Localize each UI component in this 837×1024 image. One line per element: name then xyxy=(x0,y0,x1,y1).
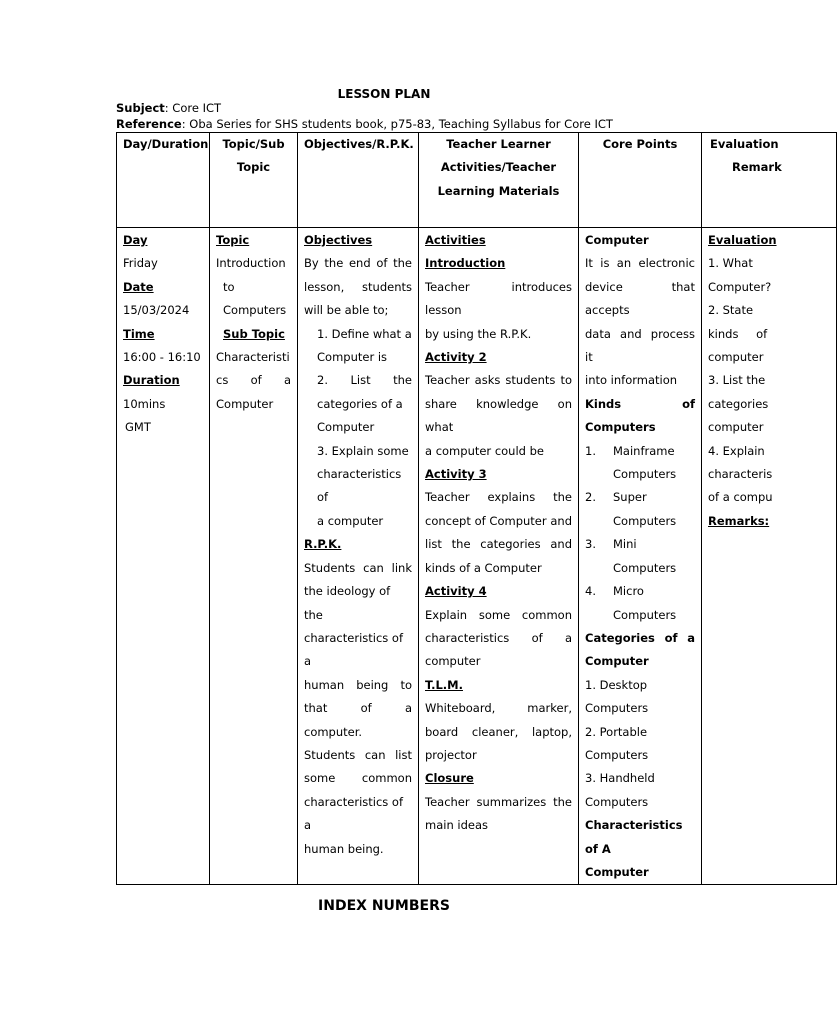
header-day-duration: Day/Duration xyxy=(117,133,210,228)
list-item: 4. Micro xyxy=(585,584,644,599)
subject-line xyxy=(116,101,221,115)
rpk-text: human being. xyxy=(304,841,384,856)
sub-topic-text: cs of a xyxy=(216,373,291,388)
duration-value: 10mins xyxy=(123,396,166,411)
activity-text: Teacher explains the xyxy=(425,490,572,505)
categories-heading: Categories of a xyxy=(585,630,695,645)
day-duration-cell xyxy=(117,228,210,885)
rpk-label: R.P.K. xyxy=(304,537,342,552)
activities-cell xyxy=(419,228,579,885)
objective-item: categories of a xyxy=(317,396,403,411)
date-label: Date xyxy=(123,279,154,294)
activities-label: Activities xyxy=(425,233,486,247)
evaluation-item: kinds of xyxy=(708,326,768,341)
objective-item: Computer is xyxy=(317,350,388,365)
objective-item: Computer xyxy=(317,420,375,435)
subject-value: : Core ICT xyxy=(164,101,222,115)
characteristics-heading: Characteristics of A xyxy=(585,818,683,856)
list-item: Computers xyxy=(613,467,677,482)
activity-text: characteristics of a xyxy=(425,630,572,645)
tlm-label: T.L.M. xyxy=(425,677,463,692)
introduction-label: Introduction xyxy=(425,256,506,271)
topic-label: Topic xyxy=(216,233,250,247)
rpk-text: the ideology of the xyxy=(304,584,391,622)
rpk-text: that of a xyxy=(304,701,412,716)
evaluation-item: of a compu xyxy=(708,490,773,505)
objectives-text: will be able to; xyxy=(304,303,389,318)
category-item: Computers xyxy=(585,794,649,809)
activity-4-label: Activity 4 xyxy=(425,584,487,599)
topic-cell xyxy=(210,228,298,885)
sub-topic-text: Characteristi xyxy=(216,350,290,365)
list-item: Computers xyxy=(613,560,677,575)
evaluation-item: Computer? xyxy=(708,279,772,294)
objectives-text: By the end of the xyxy=(304,256,412,271)
rpk-text: computer. xyxy=(304,724,363,739)
day-value: Friday xyxy=(123,256,158,271)
activity-text: concept of Computer and xyxy=(425,513,572,528)
core-text: into information xyxy=(585,373,678,388)
core-text: device that accepts xyxy=(585,279,695,318)
evaluation-item: categories xyxy=(708,396,769,411)
kinds-heading: Kinds of xyxy=(585,396,695,411)
timezone-value: GMT xyxy=(125,420,151,435)
category-item: 2. Portable xyxy=(585,724,648,739)
table-row xyxy=(117,228,837,885)
objective-item: a computer xyxy=(317,513,384,528)
rpk-text: characteristics of a xyxy=(304,630,404,669)
tlm-text: Whiteboard, marker, xyxy=(425,701,572,716)
list-item: 2. Super xyxy=(585,490,647,505)
activity-3-label: Activity 3 xyxy=(425,467,487,482)
activity-text: Teacher asks students to xyxy=(425,373,572,388)
activity-2-label: Activity 2 xyxy=(425,350,487,365)
table-header-row xyxy=(117,133,837,228)
header-topic: Topic/Sub Topic xyxy=(210,133,298,228)
characteristics-heading: Computer xyxy=(585,864,649,879)
evaluation-item: 1. What xyxy=(708,256,753,271)
activity-text: by using the R.P.K. xyxy=(425,326,532,341)
subject-label: Subject xyxy=(116,101,165,115)
time-value: 16:00 - 16:10 xyxy=(123,350,201,365)
topic-text: Computers xyxy=(223,303,287,318)
category-item: 1. Desktop xyxy=(585,677,648,692)
objective-item: 2. List the xyxy=(317,373,412,388)
kinds-list xyxy=(585,440,695,627)
kinds-heading: Computers xyxy=(585,420,656,435)
rpk-text: Students can link xyxy=(304,560,412,575)
objectives-text: lesson, students xyxy=(304,279,412,294)
date-value: 15/03/2024 xyxy=(123,303,190,318)
list-item: 1. Mainframe xyxy=(585,443,675,458)
closure-label: Closure xyxy=(425,771,474,786)
category-item: Computers xyxy=(585,747,649,762)
evaluation-item: computer xyxy=(708,350,764,365)
list-item: Computers xyxy=(613,607,677,622)
rpk-text: some common xyxy=(304,771,412,786)
objectives-label: Objectives xyxy=(304,233,373,247)
index-numbers-heading: INDEX NUMBERS xyxy=(318,898,450,914)
evaluation-item: 3. List the xyxy=(708,373,766,388)
lesson-plan-table xyxy=(116,132,837,885)
rpk-text: human being to xyxy=(304,677,412,692)
tlm-text: board cleaner, laptop, xyxy=(425,724,572,739)
activity-text: list the categories and xyxy=(425,537,572,552)
objective-item: 1. Define what a xyxy=(317,326,412,341)
header-evaluation: Evaluation Remark xyxy=(702,133,837,228)
activity-text: Explain some common xyxy=(425,607,572,622)
computer-heading: Computer xyxy=(585,233,649,247)
activity-text: computer xyxy=(425,654,481,669)
evaluation-label: Evaluation xyxy=(708,233,777,247)
topic-text: to xyxy=(223,279,235,294)
evaluation-item: computer xyxy=(708,420,764,435)
rpk-text: Students can list xyxy=(304,747,412,762)
categories-heading: Computer xyxy=(585,654,649,669)
topic-text: Introduction xyxy=(216,256,286,271)
closure-text: Teacher summarizes the xyxy=(425,794,572,809)
list-item: Computers xyxy=(613,513,677,528)
core-text: It is an electronic xyxy=(585,256,695,271)
header-core-points: Core Points xyxy=(579,133,702,228)
rpk-text: characteristics of a xyxy=(304,794,404,833)
objective-item: characteristics of xyxy=(317,467,402,505)
activity-text: share knowledge on what xyxy=(425,396,572,435)
sub-topic-label: Sub Topic xyxy=(223,326,285,341)
evaluation-item: characteris xyxy=(708,467,773,482)
activity-text: Teacher introduces lesson xyxy=(425,279,572,318)
reference-label: Reference xyxy=(116,117,182,131)
header-objectives: Objectives/R.P.K. xyxy=(298,133,419,228)
reference-value: : Oba Series for SHS students book, p75-83, Teaching Syllabus for Core ICT xyxy=(181,117,613,131)
activity-text: a computer could be xyxy=(425,443,544,458)
day-label: Day xyxy=(123,233,148,247)
time-label: Time xyxy=(123,326,155,341)
objective-item: 3. Explain some xyxy=(317,443,409,458)
category-item: Computers xyxy=(585,701,649,716)
reference-line xyxy=(116,117,613,131)
closure-text: main ideas xyxy=(425,818,488,833)
document-title: LESSON PLAN xyxy=(337,87,431,101)
tlm-text: projector xyxy=(425,747,477,762)
core-points-cell xyxy=(579,228,702,885)
evaluation-cell xyxy=(702,228,837,885)
list-item: 3. Mini xyxy=(585,537,637,552)
header-activities: Teacher Learner Activities/Teacher Learning Materials xyxy=(419,133,579,228)
sub-topic-text: Computer xyxy=(216,396,274,411)
evaluation-item: 2. State xyxy=(708,303,754,318)
remarks-label: Remarks: xyxy=(708,513,770,528)
category-item: 3. Handheld xyxy=(585,771,655,786)
core-text: data and process it xyxy=(585,326,695,365)
evaluation-item: 4. Explain xyxy=(708,443,765,458)
activity-text: kinds of a Computer xyxy=(425,560,542,575)
duration-label: Duration xyxy=(123,373,180,388)
objectives-cell xyxy=(298,228,419,885)
